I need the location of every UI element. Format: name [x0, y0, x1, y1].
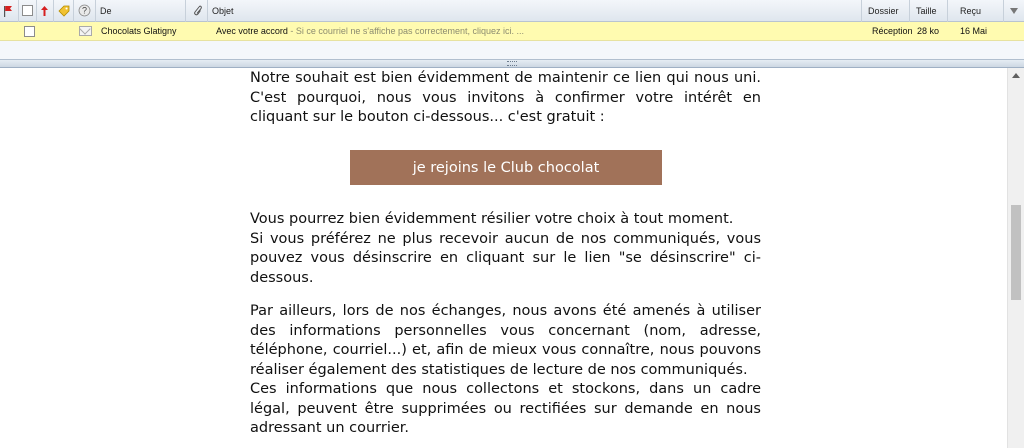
column-select[interactable]	[19, 0, 37, 22]
message-date: 16 Mai	[960, 26, 988, 36]
message-subject-cell	[216, 26, 872, 36]
email-text-confirm: Notre souhait est bien évidemment de maintenir ce lien qui nous uni. C'est pourquoi, nous vous invitons à confirmer votre intérêt en cliquant sur le bouton ci-dessous... c'est gratuit :	[250, 70, 761, 125]
email-text-privacy: Par ailleurs, lors de nos échanges, nous avons été amenés à utiliser des informations personnelles vous concernant (nom, adresse, téléphone, courriel...) et, afin de mieux vous connaître, nous pouvons réaliser également des statistiques de lecture de nos communiqués.	[250, 303, 761, 378]
column-header-subject[interactable]	[208, 0, 862, 22]
join-club-button[interactable]: je rejoins le Club chocolat	[350, 150, 662, 185]
message-preview: - Si ce courriel ne s'affiche pas correctement, cliquez ici. ...	[287, 26, 525, 36]
email-paragraph-unsubscribe	[250, 210, 761, 288]
message-list-empty-area	[0, 41, 1024, 59]
column-header-size[interactable]	[910, 0, 948, 22]
scroll-up-arrow-icon[interactable]	[1012, 73, 1020, 78]
column-priority[interactable]	[37, 0, 54, 22]
priority-icon	[40, 5, 49, 17]
attachment-icon	[192, 4, 202, 17]
envelope-icon	[79, 26, 92, 36]
message-size: 28 ko	[917, 26, 940, 36]
message-sender: Chocolats Glatigny	[101, 26, 177, 36]
message-subject: Avec votre accord	[216, 26, 288, 36]
vertical-scrollbar[interactable]	[1007, 68, 1024, 448]
pane-splitter[interactable]	[0, 59, 1024, 68]
tag-icon	[57, 4, 70, 17]
column-attachment[interactable]	[186, 0, 208, 22]
column-label-subject: Objet	[212, 5, 234, 16]
message-checkbox[interactable]	[24, 26, 35, 37]
email-text-resign: Vous pourrez bien évidemment résilier votre choix à tout moment.	[250, 211, 734, 227]
column-options[interactable]	[1003, 0, 1024, 22]
email-text-rights: Ces informations que nous collectons et stockons, dans un cadre légal, peuvent être supprimées ou rectifiées sur demande en nous adressant un courrier.	[250, 381, 761, 436]
column-header-received[interactable]	[948, 0, 1003, 22]
checkbox-icon	[22, 5, 33, 16]
svg-text:?: ?	[81, 5, 88, 16]
column-header-from[interactable]	[96, 0, 186, 22]
column-label-from: De	[100, 5, 112, 16]
email-paragraph-confirm	[250, 69, 761, 128]
column-help[interactable]	[74, 0, 96, 22]
email-paragraph-privacy	[250, 302, 761, 439]
column-tag[interactable]	[54, 0, 74, 22]
message-folder: Réception	[872, 26, 913, 36]
message-row[interactable]	[0, 22, 1024, 41]
email-preview-pane	[0, 68, 1007, 448]
column-flag[interactable]	[0, 0, 19, 22]
column-label-received: Reçu	[960, 5, 982, 16]
column-header-folder[interactable]	[862, 0, 910, 22]
column-label-folder: Dossier	[868, 5, 899, 16]
splitter-grip[interactable]	[507, 61, 517, 66]
message-list-header	[0, 0, 1024, 22]
column-label-size: Taille	[916, 5, 937, 16]
sort-arrow-icon	[1010, 8, 1018, 14]
email-text-unsubscribe: Si vous préférez ne plus recevoir aucun de nos communiqués, vous pouvez vous désinscrire en cliquant sur le lien "se désinscrire" ci-dessous.	[250, 230, 761, 286]
flag-icon	[3, 5, 13, 17]
help-icon	[78, 4, 91, 17]
scrollbar-thumb[interactable]	[1011, 205, 1021, 300]
